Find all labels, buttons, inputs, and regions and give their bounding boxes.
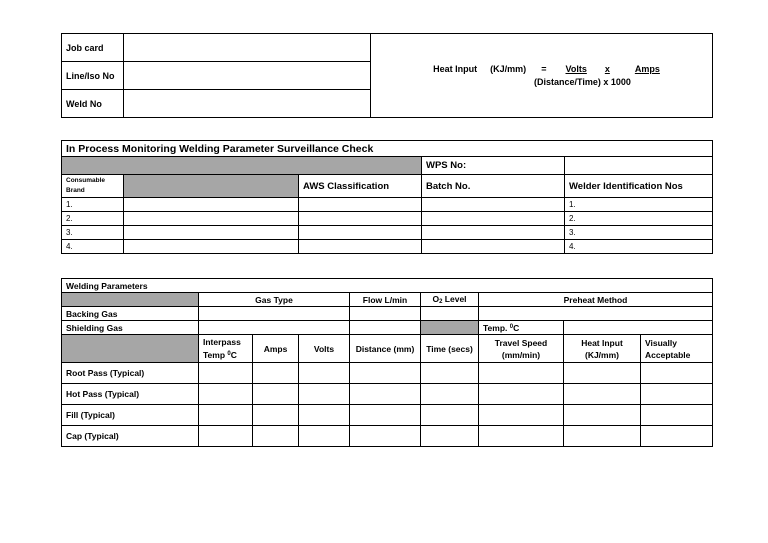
surveillance-table: [61, 140, 713, 254]
formula-numerator: [566, 64, 660, 74]
time-header: Time (secs): [421, 335, 479, 363]
formula-denominator: (Distance/Time) x 1000: [534, 77, 631, 87]
job-card-label: Job card: [62, 34, 124, 62]
visually-acceptable-field[interactable]: [641, 426, 713, 447]
time-field[interactable]: [421, 426, 479, 447]
formula-times: x: [604, 64, 610, 74]
params-grey-cell: [62, 335, 199, 363]
formula-volts: Volts: [565, 64, 587, 74]
preheat-temp-field[interactable]: [564, 321, 713, 335]
heat-input-header: [564, 335, 641, 363]
flow-header: Flow L/min: [350, 293, 421, 307]
preheat-method-header: Preheat Method: [479, 293, 713, 307]
brand-field[interactable]: [124, 198, 299, 212]
cap-pass-label: Cap (Typical): [62, 426, 199, 447]
shielding-gas-flow-field[interactable]: [350, 321, 421, 335]
wps-grey-cell: [62, 157, 422, 175]
wps-no-label: WPS No:: [422, 157, 565, 175]
heat-input-formula: [371, 34, 713, 118]
amps-field[interactable]: [253, 363, 299, 384]
gas-type-header: Gas Type: [199, 293, 350, 307]
aws-field[interactable]: [299, 198, 422, 212]
travel-speed-unit: (mm/min): [501, 349, 541, 360]
line-iso-field[interactable]: [124, 62, 371, 90]
distance-field[interactable]: [350, 384, 421, 405]
weld-no-label: Weld No: [62, 90, 124, 118]
temp-label: Temp.: [483, 322, 508, 333]
celsius-label: C: [513, 322, 520, 333]
backing-gas-flow-field[interactable]: [350, 307, 421, 321]
volts-field[interactable]: [299, 363, 350, 384]
time-field[interactable]: [421, 405, 479, 426]
travel-speed-header: [479, 335, 564, 363]
distance-field[interactable]: [350, 363, 421, 384]
volts-field[interactable]: [299, 384, 350, 405]
backing-gas-label: Backing Gas: [62, 307, 199, 321]
interpass-field[interactable]: [199, 363, 253, 384]
consumable-label: Consumable: [66, 177, 106, 184]
o2-label: O: [432, 294, 440, 304]
row-number: 1.: [62, 198, 124, 212]
backing-gas-type-field[interactable]: [199, 307, 350, 321]
batch-field[interactable]: [422, 226, 565, 240]
welder-id-number[interactable]: 3.: [565, 226, 713, 240]
interpass-label: Interpass: [203, 337, 241, 347]
batch-no-header: Batch No.: [422, 175, 565, 198]
gas-grey-cell: [62, 293, 199, 307]
aws-field[interactable]: [299, 240, 422, 254]
degree-mark: 0: [509, 323, 514, 330]
interpass-temp-label: Temp: [203, 350, 226, 360]
consumable-brand-header: [62, 175, 124, 198]
shielding-gas-label: Shielding Gas: [62, 321, 199, 335]
interpass-field[interactable]: [199, 384, 253, 405]
o2-level-header: [421, 293, 479, 307]
heat-input-field[interactable]: [564, 426, 641, 447]
line-iso-label: Line/Iso No: [62, 62, 124, 90]
weld-no-field[interactable]: [124, 90, 371, 118]
shielding-gas-type-field[interactable]: [199, 321, 350, 335]
aws-classification-header: AWS Classification: [299, 175, 422, 198]
job-header-table: [61, 33, 713, 118]
welder-id-number[interactable]: 2.: [565, 212, 713, 226]
travel-speed-field[interactable]: [479, 363, 564, 384]
distance-header: Distance (mm): [350, 335, 421, 363]
wps-no-field[interactable]: [565, 157, 713, 175]
formula-heat-input: Heat Input: [433, 64, 478, 74]
interpass-field[interactable]: [199, 426, 253, 447]
formula-units: (KJ/mm): [490, 64, 527, 74]
shielding-o2-grey-cell: [421, 321, 479, 335]
volts-header: Volts: [299, 335, 350, 363]
preheat-temp-label: [479, 321, 564, 335]
degree-mark: 0: [227, 351, 231, 357]
celsius-label: C: [230, 350, 237, 360]
volts-field[interactable]: [299, 426, 350, 447]
fill-pass-label: Fill (Typical): [62, 405, 199, 426]
batch-field[interactable]: [422, 240, 565, 254]
heat-input-field[interactable]: [564, 363, 641, 384]
row-number: 3.: [62, 226, 124, 240]
interpass-field[interactable]: [199, 405, 253, 426]
amps-field[interactable]: [253, 426, 299, 447]
welding-parameters-table: [61, 278, 713, 447]
time-field[interactable]: [421, 384, 479, 405]
volts-field[interactable]: [299, 405, 350, 426]
heat-input-field[interactable]: [564, 405, 641, 426]
formula-amps: Amps: [634, 64, 660, 74]
visually-acceptable-field[interactable]: [641, 363, 713, 384]
distance-field[interactable]: [350, 426, 421, 447]
level-label: Level: [444, 294, 467, 304]
batch-field[interactable]: [422, 198, 565, 212]
visually-acceptable-field[interactable]: [641, 384, 713, 405]
backing-gas-o2-field[interactable]: [421, 307, 479, 321]
aws-field[interactable]: [299, 226, 422, 240]
visually-acceptable-header: [641, 335, 713, 363]
o2-subscript: 2: [439, 299, 443, 305]
heat-input-label: Heat Input: [581, 337, 623, 348]
welder-id-number[interactable]: 4.: [565, 240, 713, 254]
visually-label: Visually: [645, 337, 677, 348]
welder-id-header: Welder Identification Nos: [565, 175, 713, 198]
brand-field[interactable]: [124, 212, 299, 226]
travel-speed-field[interactable]: [479, 426, 564, 447]
interpass-temp-header: [199, 335, 253, 363]
heat-input-field[interactable]: [564, 384, 641, 405]
row-number: 4.: [62, 240, 124, 254]
root-pass-label: Root Pass (Typical): [62, 363, 199, 384]
brand-field[interactable]: [124, 240, 299, 254]
visually-acceptable-field[interactable]: [641, 405, 713, 426]
welder-id-number[interactable]: 1.: [565, 198, 713, 212]
batch-field[interactable]: [422, 212, 565, 226]
heat-input-unit: (KJ/mm): [584, 349, 619, 360]
travel-speed-label: Travel Speed: [494, 337, 548, 348]
brand-label: Brand: [66, 187, 85, 194]
hot-pass-label: Hot Pass (Typical): [62, 384, 199, 405]
formula-equals: =: [541, 64, 547, 74]
acceptable-label: Acceptable: [645, 349, 691, 360]
travel-speed-field[interactable]: [479, 405, 564, 426]
travel-speed-field[interactable]: [479, 384, 564, 405]
amps-field[interactable]: [253, 384, 299, 405]
job-card-field[interactable]: [124, 34, 371, 62]
time-field[interactable]: [421, 363, 479, 384]
distance-field[interactable]: [350, 405, 421, 426]
preheat-method-field[interactable]: [479, 307, 713, 321]
surveillance-title: In Process Monitoring Welding Parameter Surveillance Check: [62, 141, 713, 157]
brand-field[interactable]: [124, 226, 299, 240]
aws-field[interactable]: [299, 212, 422, 226]
row-number: 2.: [62, 212, 124, 226]
consumable-grey-cell: [124, 175, 299, 198]
amps-header: Amps: [253, 335, 299, 363]
welding-parameters-title: Welding Parameters: [62, 279, 713, 293]
amps-field[interactable]: [253, 405, 299, 426]
